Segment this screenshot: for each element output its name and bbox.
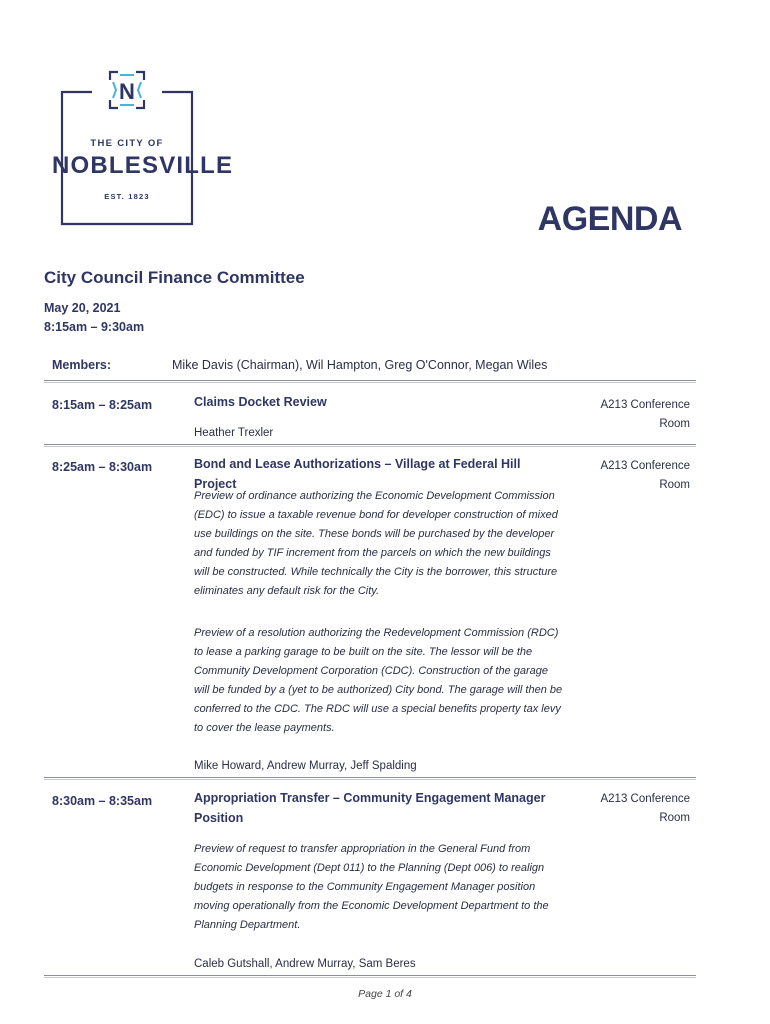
meeting-date: May 20, 2021 xyxy=(44,301,121,315)
agenda-item-room: A213 Conference Room xyxy=(600,399,690,430)
agenda-item-description: Preview of ordinance authorizing the Economic Development Commission (EDC) to issue a taxable revenue bond for developer construction of mixed use buildings on the site. These bonds will be purchased by the developer and funded by TIF increment from the parcels on which the new buildings will be constructed. While technically the City is the borrower, this structure eliminates any default risk for the City. xyxy=(194,490,558,597)
city-logo xyxy=(52,68,234,228)
agenda-item-presenters: Caleb Gutshall, Andrew Murray, Sam Beres xyxy=(194,958,416,970)
logo-top-line: THE CITY OF xyxy=(90,138,164,149)
agenda-item-title: Appropriation Transfer – Community Engagement Manager Position xyxy=(194,791,546,825)
agenda-item-room: A213 Conference Room xyxy=(600,460,690,491)
committee-name: City Council Finance Committee xyxy=(44,268,305,287)
divider xyxy=(44,777,696,780)
divider xyxy=(44,380,696,383)
divider xyxy=(44,444,696,447)
agenda-item-description: Preview of a resolution authorizing the Redevelopment Commission (RDC) to lease a parking garage to be built on the site. The lessor will be the Community Development Corporation (CDC). Construction of the garage will be funded by a (yet to be authorized) City bond. The garage will then be conferred to the CDC. The RDC will use a special benefits property tax levy to cover the lease payments. xyxy=(194,627,563,734)
agenda-item-time: 8:15am – 8:25am xyxy=(52,398,153,412)
agenda-item-description: Preview of request to transfer appropriation in the General Fund from Economic Development (Dept 011) to the Planning (Dept 006) to realign budgets in response to the Community Engagement Manager position moving operationally from the Economic Development Department to the Planning Department. xyxy=(194,843,549,931)
page-number: Page 1 of 4 xyxy=(358,988,412,1000)
agenda-item-time: 8:25am – 8:30am xyxy=(52,460,153,474)
agenda-item-time: 8:30am – 8:35am xyxy=(52,794,153,808)
agenda-item-presenters: Mike Howard, Andrew Murray, Jeff Spalding xyxy=(194,760,417,772)
agenda-item-presenters: Heather Trexler xyxy=(194,427,274,439)
logo-city-name: NOBLESVILLE xyxy=(52,152,234,179)
agenda-title: AGENDA xyxy=(537,200,682,238)
agenda-item-title: Bond and Lease Authorizations – Village at Federal Hill Project xyxy=(194,457,521,491)
members-list: Mike Davis (Chairman), Wil Hampton, Greg O'Connor, Megan Wiles xyxy=(172,358,548,372)
logo-letter: N xyxy=(119,79,135,104)
divider xyxy=(44,975,696,978)
agenda-item-title: Claims Docket Review xyxy=(194,395,327,409)
agenda-item-room: A213 Conference Room xyxy=(600,793,690,824)
meeting-time: 8:15am – 9:30am xyxy=(44,320,145,334)
members-label: Members: xyxy=(52,358,112,372)
logo-established: EST. 1823 xyxy=(104,192,150,201)
